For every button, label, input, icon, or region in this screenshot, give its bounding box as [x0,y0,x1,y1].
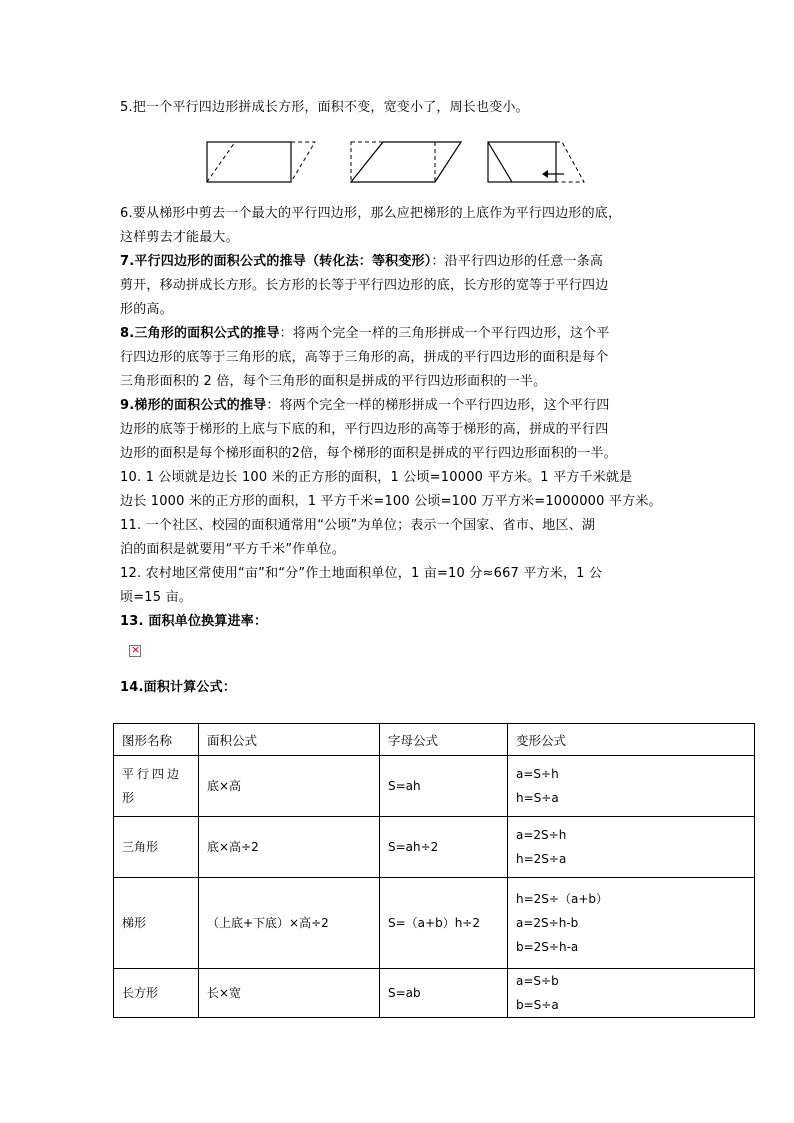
cell-letter-formula: S=ab [380,969,508,1018]
broken-image-icon: × [131,643,141,656]
item-9-line-2: 边形的底等于梯形的上底与下底的和，平行四边形的高等于梯形的高，拼成的平行四 [120,422,609,437]
item-10-line-1: 10. 1 公顷就是边长 100 米的正方形的面积，1 公顷=10000 平方米。1 平方千米就是 [120,470,633,485]
header-variant-formula: 变形公式 [508,724,755,756]
item-5: 5.把一个平行四边形拼成长方形，面积不变，宽变小了，周长也变小。 [120,100,529,115]
header-area-formula: 面积公式 [199,724,380,756]
item-11-line-2: 泊的面积是就要用“平方千米”作单位。 [120,542,346,557]
header-letter-formula: 字母公式 [380,724,508,756]
item-8-line-3: 三角形面积的 2 倍，每个三角形的面积是拼成的平行四边形面积的一半。 [120,374,547,389]
item-8-heading: 8.三角形的面积公式的推导 [120,326,280,341]
item-12-line-2: 顷=15 亩。 [120,590,192,605]
cell-variant-formula: a=S÷h h=S÷a [508,756,755,817]
item-14: 14.面积计算公式： [120,680,237,695]
item-13: 13. 面积单位换算进率： [120,614,268,629]
item-7-line-3: 形的高。 [120,302,173,317]
table-row [114,969,755,1018]
item-7-line-2: 剪开，移动拼成长方形。长方形的长等于平行四边形的底，长方形的宽等于平行四边 [120,278,609,293]
item-8-text: ：将两个完全一样的三角形拼成一个平行四边形，这个平 [279,326,610,341]
cell-letter-formula: S=（a+b）h÷2 [380,878,508,969]
cell-shape-name: 长方形 [114,969,199,1018]
item-6-line-2: 这样剪去才能最大。 [120,230,239,245]
item-7-text: ：沿平行四边形的任意一条高 [431,254,604,269]
cell-area-formula: 底×高 [199,756,380,817]
item-9-line-3: 边形的面积是每个梯形面积的2倍，每个梯形的面积是拼成的平行四边形面积的一半。 [120,446,617,461]
item-10-line-2: 边长 1000 米的正方形的面积，1 平方千米=100 公顷=100 万平方米=1000000 平方米。 [120,494,662,509]
item-9-text: ：将两个完全一样的梯形拼成一个平行四边形，这个平行四 [266,398,610,413]
item-7-line-1 [120,250,680,274]
item-6-line-1: 6.要从梯形中剪去一个最大的平行四边形，那么应把梯形的上底作为平行四边形的底， [120,206,622,221]
area-formula-table [113,723,755,1018]
cell-shape-name: 平行四边 形 [114,756,199,817]
figure-parallelogram-in-rectangle [348,140,464,186]
figure-cut-and-move [486,140,586,186]
item-11-line-1: 11. 一个社区、校园的面积通常用“公顷”为单位；表示一个国家、省市、地区、湖 [120,518,596,533]
item-12-line-1: 12. 农村地区常使用“亩”和“分”作土地面积单位，1 亩=10 分≈667 平方米，1 公 [120,566,603,581]
table-header-row [114,724,755,756]
cell-variant-formula: h=2S÷（a+b） a=2S÷h-b b=2S÷h-a [508,878,755,969]
item-7-heading: 7.平行四边形的面积公式的推导（转化法：等积变形） [120,254,432,269]
item-8-line-1 [120,322,680,346]
header-shape-name: 图形名称 [114,724,199,756]
cell-letter-formula: S=ah÷2 [380,817,508,878]
table-row [114,817,755,878]
cell-shape-name: 三角形 [114,817,199,878]
item-9-heading: 9.梯形的面积公式的推导 [120,398,267,413]
cell-shape-name: 梯形 [114,878,199,969]
item-8-line-2: 行四边形的底等于三角形的底，高等于三角形的高，拼成的平行四边形的面积是每个 [120,350,609,365]
cell-variant-formula: a=S÷b b=S÷a [508,969,755,1018]
cell-letter-formula: S=ah [380,756,508,817]
table-row [114,756,755,817]
item-9-line-1 [120,394,680,418]
cell-area-formula: （上底+下底）×高÷2 [199,878,380,969]
cell-area-formula: 长×宽 [199,969,380,1018]
cell-variant-formula: a=2S÷h h=2S÷a [508,817,755,878]
table-row [114,878,755,969]
cell-area-formula: 底×高÷2 [199,817,380,878]
figure-rectangle-to-parallelogram [205,140,317,186]
